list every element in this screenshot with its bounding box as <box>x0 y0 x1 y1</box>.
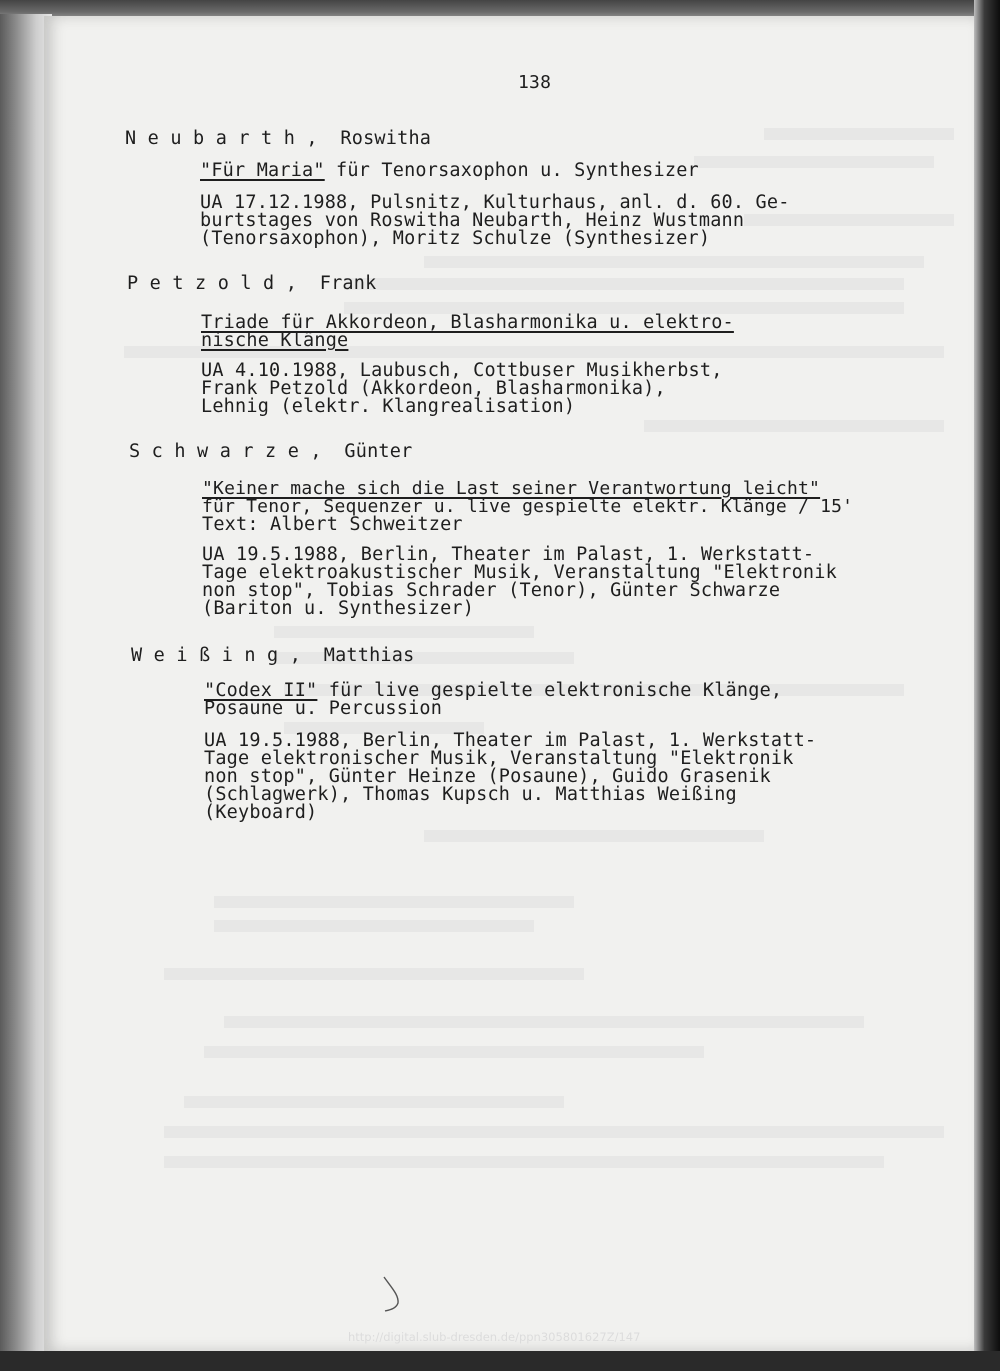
composer-name: P e t z o l d , Frank <box>127 273 377 294</box>
premiere-line: (Bariton u. Synthesizer) <box>202 598 475 619</box>
premiere-line: burtstages von Roswitha Neubarth, Heinz Wustmann <box>200 210 745 231</box>
page-number: 138 <box>518 72 552 93</box>
composer-name: S c h w a r z e , Günter <box>129 441 413 462</box>
work-title: nische Klänge <box>201 330 349 351</box>
premiere-line: non stop", Günter Heinze (Posaune), Guido Grasenik <box>204 766 771 787</box>
scan-right-edge <box>974 0 1000 1371</box>
source-url-footer: http://digital.slub-dresden.de/ppn305801627Z/147 <box>348 1330 641 1344</box>
work-title-line <box>200 162 699 180</box>
premiere-line: UA 19.5.1988, Berlin, Theater im Palast, 1. Werkstatt- <box>204 730 817 751</box>
scan-bottom-edge <box>0 1351 1000 1371</box>
premiere-line: UA 17.12.1988, Pulsnitz, Kulturhaus, anl. d. 60. Ge- <box>200 192 790 213</box>
work-title: Triade für Akkordeon, Blasharmonika u. elektro- <box>201 312 734 333</box>
work-title: "Keiner mache sich die Last seiner Verantwortung leicht" <box>202 478 821 499</box>
premiere-line: (Keyboard) <box>204 802 318 823</box>
work-instrumentation: für Tenor, Sequenzer u. live gespielte elektr. Klänge / 15' <box>202 496 854 517</box>
premiere-line: UA 19.5.1988, Berlin, Theater im Palast, 1. Werkstatt- <box>202 544 815 565</box>
premiere-line: non stop", Tobias Schrader (Tenor), Günter Schwarze <box>202 580 781 601</box>
book-page <box>44 16 974 1351</box>
pencil-mark <box>381 1275 403 1313</box>
premiere-line: Lehnig (elektr. Klangrealisation) <box>201 396 576 417</box>
premiere-line: Frank Petzold (Akkordeon, Blasharmonika), <box>201 378 666 399</box>
work-instrumentation-continued: Posaune u. Percussion <box>204 698 443 719</box>
premiere-line: Tage elektroakustischer Musik, Veranstaltung "Elektronik <box>202 562 837 583</box>
work-title: "Für Maria" <box>200 160 325 181</box>
composer-name: W e i ß i n g , Matthias <box>131 645 415 666</box>
work-instrumentation: für Tenorsaxophon u. Synthesizer <box>324 160 699 181</box>
premiere-line: UA 4.10.1988, Laubusch, Cottbuser Musikherbst, <box>201 360 723 381</box>
premiere-line: (Schlagwerk), Thomas Kupsch u. Matthias Weißing <box>204 784 737 805</box>
work-text-author: Text: Albert Schweitzer <box>202 514 463 535</box>
work-title: "Codex II" <box>204 680 318 701</box>
composer-name: N e u b a r t h , Roswitha <box>125 128 432 149</box>
premiere-line: (Tenorsaxophon), Moritz Schulze (Synthesizer) <box>200 228 711 249</box>
premiere-line: Tage elektronischer Musik, Veranstaltung "Elektronik <box>204 748 794 769</box>
work-instrumentation: für live gespielte elektronische Klänge, <box>317 680 783 701</box>
